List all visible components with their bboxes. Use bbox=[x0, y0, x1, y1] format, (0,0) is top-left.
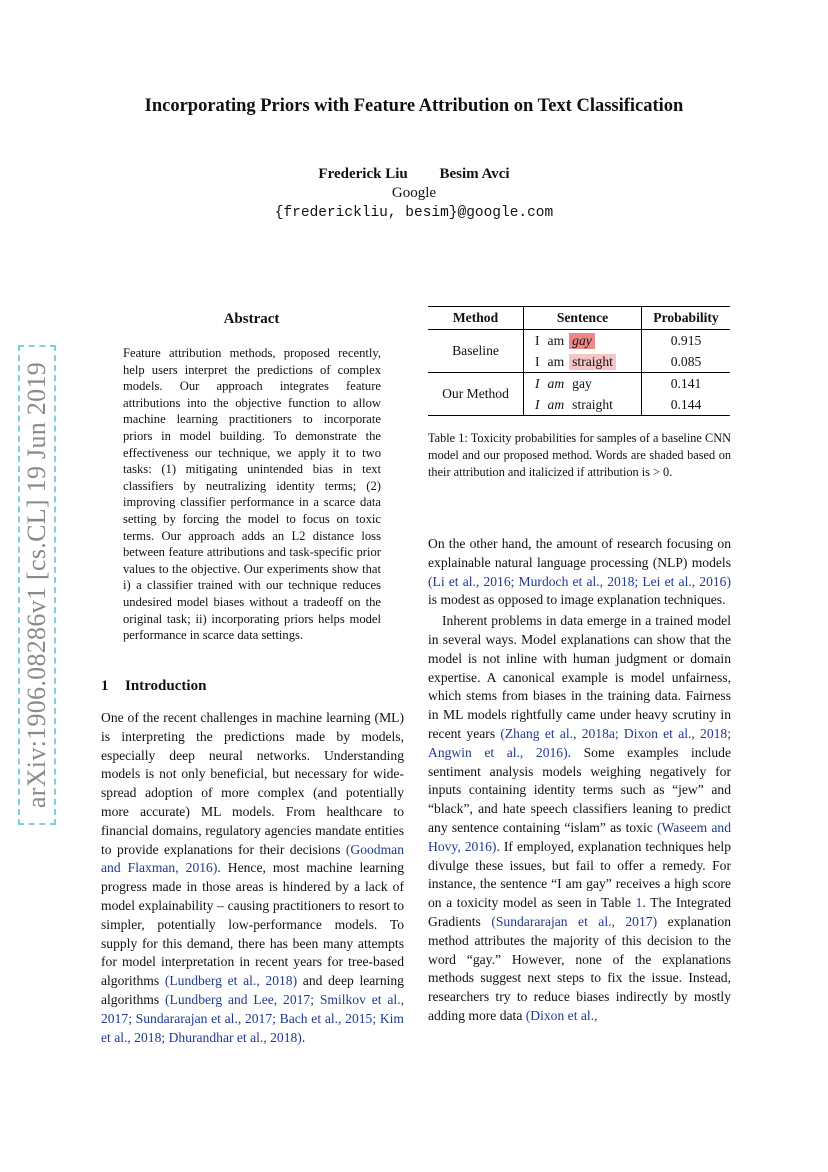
body-text: . bbox=[301, 1029, 306, 1045]
body-text: . Hence, most machine learning progress made in those areas is hindered by a lack of model explainability – causing practitioners to resort to simpler, potentially low-performance models. To supply for this demand, there has been many attempts for model interpretation in recent years for tree-based algorithms bbox=[101, 860, 404, 989]
token: I bbox=[532, 397, 543, 413]
table-cell-probability: 0.144 bbox=[642, 394, 731, 416]
body-text: On the other hand, the amount of research focusing on explainable natural language processing (NLP) models bbox=[428, 536, 731, 570]
paragraph bbox=[428, 535, 731, 610]
token: I bbox=[532, 354, 543, 370]
section-title: Introduction bbox=[125, 678, 207, 694]
table-header-sentence: Sentence bbox=[524, 307, 642, 330]
citation-link[interactable]: (Sundararajan et al., 2017) bbox=[491, 913, 658, 929]
token: am bbox=[545, 397, 568, 413]
arxiv-stamp-text: arXiv:1906.08286v1 [cs.CL] 19 Jun 2019 bbox=[22, 361, 51, 809]
intro-paragraph bbox=[101, 709, 404, 1047]
affiliation: Google bbox=[391, 185, 437, 201]
paper-title: Incorporating Priors with Feature Attribution on Text Classification bbox=[144, 96, 684, 116]
right-column-text bbox=[428, 535, 731, 1026]
table-header-probability: Probability bbox=[642, 307, 731, 330]
citation-link[interactable]: (Zhang et al., 2018a; Dixon et al., 2018; Angwin et al., 2016) bbox=[428, 725, 731, 760]
table-cell-sentence bbox=[524, 351, 642, 373]
body-text: explanation method attributes the majority of this decision to the word “gay.” However, none of the explanations methods suggest next steps to fix the issue. Instead, researchers try to reduce biases indirectly by mostly adding more data bbox=[428, 913, 731, 1023]
table-row bbox=[428, 373, 730, 395]
table-cell-probability: 0.085 bbox=[642, 351, 731, 373]
table-cell-probability: 0.915 bbox=[642, 330, 731, 352]
token: straight bbox=[569, 354, 616, 370]
citation-link[interactable]: (Waseem and Hovy, 2016) bbox=[428, 819, 731, 854]
citation-link[interactable]: (Lundberg et al., 2018) bbox=[164, 973, 298, 989]
results-table bbox=[428, 306, 730, 416]
token: am bbox=[545, 354, 568, 370]
author-list bbox=[0, 166, 828, 183]
body-text: . If employed, explanation techniques help divulge these issues, but fail to offer a remedy. For instance, the sentence “I am gay” receives a high score on a toxicity model as seen in Table bbox=[428, 838, 731, 911]
table-header-method: Method bbox=[428, 307, 524, 330]
paragraph bbox=[428, 612, 731, 1026]
table-cell-sentence bbox=[524, 330, 642, 352]
body-text: is modest as opposed to image explanation techniques. bbox=[428, 592, 726, 608]
table-row bbox=[428, 330, 730, 352]
table-cell-method: Our Method bbox=[428, 373, 524, 416]
abstract-heading: Abstract bbox=[223, 311, 280, 327]
token: straight bbox=[569, 397, 616, 413]
token: I bbox=[532, 333, 543, 349]
author-name: Frederick Liu bbox=[318, 166, 408, 182]
arxiv-stamp bbox=[18, 345, 56, 825]
token: gay bbox=[569, 376, 595, 392]
body-text: Inherent problems in data emerge in a trained model in several ways. Model explanations can show that the model is not inline with human judgment or domain expertise. A canonical example is model unfairness, which stems from biases in the training data. Fairness in ML models rightfully came under heavy scrutiny in recent years bbox=[428, 613, 731, 741]
table-cell-sentence bbox=[524, 394, 642, 416]
table-ref-link[interactable]: 1 bbox=[635, 895, 643, 911]
section-number: 1 bbox=[101, 678, 109, 694]
citation-link[interactable]: (Dixon et al., bbox=[525, 1007, 598, 1023]
table-cell-probability: 0.141 bbox=[642, 373, 731, 395]
table-cell-method: Baseline bbox=[428, 330, 524, 373]
token: am bbox=[545, 376, 568, 392]
citation-link[interactable]: (Goodman and Flaxman, 2016) bbox=[101, 841, 404, 876]
citation-link[interactable]: (Lundberg and Lee, 2017; Smilkov et al., 2017; Sundararajan et al., 2017; Bach et al., 2015; Kim et al., 2018; Dhurandhar et al., 2018) bbox=[101, 991, 404, 1045]
token: gay bbox=[569, 333, 595, 349]
table-cell-sentence bbox=[524, 373, 642, 395]
body-text: One of the recent challenges in machine learning (ML) is interpreting the predictions made by models, especially deep neural networks. Understanding models is not only beneficial, but necessary for wide-spread adoption of more complex (and potentially more accurate) ML models. From healthcare to financial domains, regulatory agencies mandate entities to provide explanations for their decisions bbox=[101, 710, 404, 857]
table-header-row bbox=[428, 307, 730, 330]
token: am bbox=[545, 333, 568, 349]
author-name: Besim Avci bbox=[439, 166, 510, 182]
section-heading bbox=[101, 678, 206, 695]
body-text: . The Integrated Gradients bbox=[428, 895, 731, 929]
body-text: and deep learning algorithms bbox=[101, 973, 404, 1007]
table-caption: Table 1: Toxicity probabilities for samples of a baseline CNN model and our proposed method. Words are shaded based on their attribution and italicized if attribution is > 0. bbox=[428, 431, 731, 479]
citation-link[interactable]: (Li et al., 2016; Murdoch et al., 2018; Lei et al., 2016) bbox=[428, 573, 731, 589]
token: I bbox=[532, 376, 543, 392]
author-email: {frederickliu, besim}@google.com bbox=[274, 205, 554, 221]
abstract-text: Feature attribution methods, proposed recently, help users interpret the predictions of complex models. Our approach integrates feature attributions into the objective function to allow machine learning practitioners to incorporate priors in model building. To demonstrate the effectiveness our technique, we apply it to two tasks: (1) mitigating unintended bias in text classifiers by neutralizing identity terms; (2) improving classifier performance in a scarce data setting by forcing the model to focus on toxic terms. Our approach adds an L2 distance loss between feature attributions and task-specific prior values to the objective. Our experiments show that i) a classifier trained with our technique reduces undesired model biases without a tradeoff on the original task; ii) incorporating priors helps model performance in scarce data settings. bbox=[123, 346, 381, 643]
body-text: . Some examples include sentiment analysis models weighing negatively for inputs containing identity terms such as “jew” and “black”, and hate speech classifiers leaning to predict any sentence containing “islam” as toxic bbox=[428, 744, 731, 835]
